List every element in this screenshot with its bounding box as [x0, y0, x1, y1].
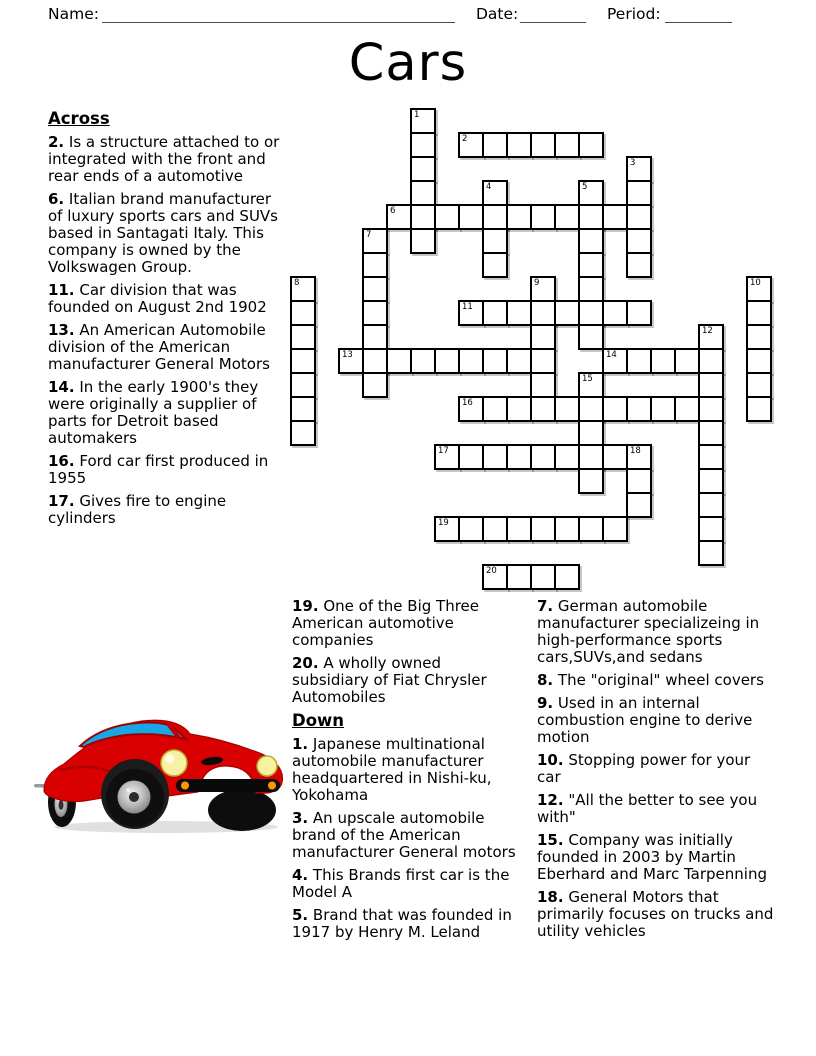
grid-cell-r17c6[interactable] [434, 516, 460, 542]
cell-number: 7 [366, 230, 372, 240]
cell-number: 12 [702, 326, 713, 336]
grid-cell-r6c8[interactable] [482, 252, 508, 278]
grid-cell-r15c12[interactable] [578, 468, 604, 494]
grid-cell-r4c5[interactable] [410, 204, 436, 230]
across-clue-list [48, 134, 280, 527]
clue-down-3 [292, 810, 522, 861]
grid-cell-r2c5[interactable] [410, 156, 436, 182]
clue-text: An upscale automobile brand of the American manufacturer General motors [292, 809, 516, 861]
grid-cell-r12c17[interactable] [698, 396, 724, 422]
clue-number: 4. [292, 866, 309, 884]
grid-cell-r4c12[interactable] [578, 204, 604, 230]
grid-cell-r11c12[interactable] [578, 372, 604, 398]
grid-cell-r3c14[interactable] [626, 180, 652, 206]
grid-cell-r13c12[interactable] [578, 420, 604, 446]
clue-across-2 [48, 134, 280, 185]
grid-cell-r14c7[interactable] [458, 444, 484, 470]
clue-number: 18. [537, 888, 564, 906]
cell-number: 1 [414, 110, 420, 120]
grid-cell-r1c9[interactable] [506, 132, 532, 158]
clue-across-19 [292, 598, 522, 649]
name-blank-line [102, 7, 455, 23]
grid-cell-r15c14[interactable] [626, 468, 652, 494]
grid-cell-r4c8[interactable] [482, 204, 508, 230]
grid-cell-r12c19[interactable] [746, 396, 772, 422]
grid-cell-r13c17[interactable] [698, 420, 724, 446]
grid-cell-r17c8[interactable] [482, 516, 508, 542]
date-label: Date: [476, 5, 519, 23]
grid-cell-r14c8[interactable] [482, 444, 508, 470]
clue-across-13 [48, 322, 280, 373]
grid-cell-r7c19[interactable] [746, 276, 772, 302]
grid-cell-r10c9[interactable] [506, 348, 532, 374]
clue-across-11 [48, 282, 280, 316]
across-heading: Across [48, 109, 110, 128]
clue-down-15 [537, 832, 775, 883]
clue-text: Japanese multinational automobile manufacturer headquartered in Nishi-ku, Yokohama [292, 735, 492, 804]
left-indicator-light [181, 782, 189, 790]
clue-text: Used in an internal combustion engine to derive motion [537, 694, 753, 746]
clue-text: In the early 1900's they were originally a supplier of parts for Detroit based automakers [48, 378, 259, 447]
grid-cell-r10c7[interactable] [458, 348, 484, 374]
clue-number: 15. [537, 831, 564, 849]
clue-text: Stopping power for your car [537, 751, 751, 786]
grid-cell-r9c0[interactable] [290, 324, 316, 350]
grid-cell-r4c13[interactable] [602, 204, 628, 230]
grid-cell-r4c9[interactable] [506, 204, 532, 230]
grid-cell-r10c2[interactable] [338, 348, 364, 374]
name-label: Name: [48, 5, 99, 23]
grid-cell-r10c5[interactable] [410, 348, 436, 374]
grid-cell-r1c12[interactable] [578, 132, 604, 158]
clue-text: General Motors that primarily focuses on trucks and utility vehicles [537, 888, 774, 940]
clue-number: 7. [537, 597, 554, 615]
grid-cell-r12c7[interactable] [458, 396, 484, 422]
right-headlight [257, 756, 277, 776]
cell-number: 6 [390, 206, 396, 216]
clue-number: 16. [48, 452, 75, 470]
grid-cell-r11c0[interactable] [290, 372, 316, 398]
grid-cell-r14c9[interactable] [506, 444, 532, 470]
grid-cell-r12c12[interactable] [578, 396, 604, 422]
cell-number: 19 [438, 518, 449, 528]
clue-text: A wholly owned subsidiary of Fiat Chrysler Automobiles [292, 654, 487, 706]
grid-cell-r9c10[interactable] [530, 324, 556, 350]
clue-number: 3. [292, 809, 309, 827]
clue-number: 11. [48, 281, 75, 299]
right-clues-column [537, 598, 775, 946]
clue-number: 2. [48, 133, 65, 151]
clue-across-6 [48, 191, 280, 276]
car-illustration [26, 694, 290, 836]
grid-cell-r10c13[interactable] [602, 348, 628, 374]
grid-cell-r10c8[interactable] [482, 348, 508, 374]
grid-cell-r10c6[interactable] [434, 348, 460, 374]
grid-cell-r11c3[interactable] [362, 372, 388, 398]
clue-down-1 [292, 736, 522, 804]
grid-cell-r8c3[interactable] [362, 300, 388, 326]
grid-cell-r1c11[interactable] [554, 132, 580, 158]
clue-text: German automobile manufacturer specializeing in high-performance sports cars,SUVs,and sedans [537, 597, 760, 666]
grid-cell-r8c19[interactable] [746, 300, 772, 326]
grid-cell-r12c16[interactable] [674, 396, 700, 422]
grid-cell-r7c10[interactable] [530, 276, 556, 302]
period-blank-line [665, 7, 732, 23]
period-label: Period: [607, 5, 661, 23]
grid-cell-r19c9[interactable] [506, 564, 532, 590]
grid-cell-r16c17[interactable] [698, 492, 724, 518]
clue-number: 5. [292, 906, 309, 924]
across-clues-column [48, 110, 280, 533]
clue-text: Car division that was founded on August 2nd 1902 [48, 281, 267, 316]
grid-cell-r1c5[interactable] [410, 132, 436, 158]
grid-cell-r8c7[interactable] [458, 300, 484, 326]
grid-cell-r8c11[interactable] [554, 300, 580, 326]
front-grille [176, 779, 280, 792]
cell-number: 2 [462, 134, 468, 144]
cell-number: 5 [582, 182, 588, 192]
cell-number: 8 [294, 278, 300, 288]
clue-down-7 [537, 598, 775, 666]
clue-down-5 [292, 907, 522, 941]
rear-hub-center [59, 800, 64, 810]
clue-text: One of the Big Three American automotive companies [292, 597, 479, 649]
down-clue-list-continued [537, 598, 775, 940]
clue-down-4 [292, 867, 522, 901]
clue-text: An American Automobile division of the American manufacturer General Motors [48, 321, 270, 373]
grid-cell-r9c12[interactable] [578, 324, 604, 350]
cell-number: 17 [438, 446, 449, 456]
grid-cell-r10c17[interactable] [698, 348, 724, 374]
left-headlight-shine [166, 755, 175, 764]
grid-cell-r0c5[interactable] [410, 108, 436, 134]
grid-cell-r16c14[interactable] [626, 492, 652, 518]
clue-down-8 [537, 672, 775, 689]
grid-cell-r9c19[interactable] [746, 324, 772, 350]
grid-cell-r10c14[interactable] [626, 348, 652, 374]
grid-cell-r5c5[interactable] [410, 228, 436, 254]
grid-cell-r6c14[interactable] [626, 252, 652, 278]
left-headlight [161, 750, 187, 776]
clue-number: 1. [292, 735, 309, 753]
cell-number: 3 [630, 158, 636, 168]
clue-down-18 [537, 889, 775, 940]
grid-cell-r14c17[interactable] [698, 444, 724, 470]
grid-cell-r5c3[interactable] [362, 228, 388, 254]
grid-cell-r7c12[interactable] [578, 276, 604, 302]
clue-down-10 [537, 752, 775, 786]
grid-cell-r12c11[interactable] [554, 396, 580, 422]
grid-cell-r10c15[interactable] [650, 348, 676, 374]
grid-cell-r1c8[interactable] [482, 132, 508, 158]
cell-number: 20 [486, 566, 497, 576]
front-hub-center [129, 792, 139, 802]
cell-number: 13 [342, 350, 353, 360]
clue-number: 14. [48, 378, 75, 396]
clue-across-20 [292, 655, 522, 706]
grid-cell-r2c14[interactable] [626, 156, 652, 182]
clue-text: Ford car first produced in 1955 [48, 452, 269, 487]
grid-cell-r17c9[interactable] [506, 516, 532, 542]
clue-text: Company was initially founded in 2003 by Martin Eberhard and Marc Tarpenning [537, 831, 767, 883]
grid-cell-r12c13[interactable] [602, 396, 628, 422]
clue-number: 6. [48, 190, 65, 208]
clue-text: Is a structure attached to or integrated with the front and rear ends of a automotive [48, 133, 280, 185]
grid-cell-r17c12[interactable] [578, 516, 604, 542]
grid-cell-r1c7[interactable] [458, 132, 484, 158]
grid-cell-r13c0[interactable] [290, 420, 316, 446]
grid-cell-r10c4[interactable] [386, 348, 412, 374]
grid-cell-r14c10[interactable] [530, 444, 556, 470]
middle-clues-column [292, 598, 522, 947]
grid-cell-r12c10[interactable] [530, 396, 556, 422]
grid-cell-r5c8[interactable] [482, 228, 508, 254]
clue-number: 8. [537, 671, 554, 689]
grid-cell-r12c15[interactable] [650, 396, 676, 422]
grid-cell-r17c17[interactable] [698, 516, 724, 542]
grid-cell-r9c3[interactable] [362, 324, 388, 350]
grid-cell-r11c19[interactable] [746, 372, 772, 398]
clue-number: 19. [292, 597, 319, 615]
clue-text: "All the better to see you with" [537, 791, 758, 826]
clue-number: 12. [537, 791, 564, 809]
grid-cell-r11c17[interactable] [698, 372, 724, 398]
grid-cell-r7c0[interactable] [290, 276, 316, 302]
clue-down-12 [537, 792, 775, 826]
grid-cell-r5c12[interactable] [578, 228, 604, 254]
grid-cell-r7c3[interactable] [362, 276, 388, 302]
grid-cell-r15c17[interactable] [698, 468, 724, 494]
grid-cell-r17c11[interactable] [554, 516, 580, 542]
down-clue-list [292, 736, 522, 941]
grid-cell-r17c7[interactable] [458, 516, 484, 542]
grid-cell-r4c10[interactable] [530, 204, 556, 230]
grid-cell-r10c16[interactable] [674, 348, 700, 374]
grid-cell-r4c14[interactable] [626, 204, 652, 230]
grid-cell-r4c6[interactable] [434, 204, 460, 230]
grid-cell-r1c10[interactable] [530, 132, 556, 158]
grid-cell-r14c11[interactable] [554, 444, 580, 470]
cell-number: 16 [462, 398, 473, 408]
page-title: Cars [348, 34, 468, 93]
clue-number: 10. [537, 751, 564, 769]
grid-cell-r8c13[interactable] [602, 300, 628, 326]
grid-cell-r19c11[interactable] [554, 564, 580, 590]
grid-cell-r12c0[interactable] [290, 396, 316, 422]
grid-cell-r12c8[interactable] [482, 396, 508, 422]
date-blank-line [520, 7, 586, 23]
grid-cell-r8c8[interactable] [482, 300, 508, 326]
clue-text: This Brands first car is the Model A [292, 866, 510, 901]
cell-number: 10 [750, 278, 761, 288]
cell-number: 15 [582, 374, 593, 384]
grid-cell-r10c10[interactable] [530, 348, 556, 374]
clue-number: 17. [48, 492, 75, 510]
clue-down-9 [537, 695, 775, 746]
grid-cell-r12c9[interactable] [506, 396, 532, 422]
grid-cell-r12c14[interactable] [626, 396, 652, 422]
clue-across-17 [48, 493, 280, 527]
grid-cell-r14c14[interactable] [626, 444, 652, 470]
cell-number: 18 [630, 446, 641, 456]
grid-cell-r19c8[interactable] [482, 564, 508, 590]
cell-number: 9 [534, 278, 540, 288]
cell-number: 4 [486, 182, 492, 192]
grid-cell-r14c12[interactable] [578, 444, 604, 470]
grid-cell-r11c10[interactable] [530, 372, 556, 398]
crossword-grid [290, 108, 774, 592]
clue-text: Italian brand manufacturer of luxury sports cars and SUVs based in Santagati Italy. This company is owned by the Volkswagen Group. [48, 190, 278, 276]
grid-cell-r14c13[interactable] [602, 444, 628, 470]
across-clue-list-continued [292, 598, 522, 706]
grid-cell-r5c14[interactable] [626, 228, 652, 254]
clue-number: 13. [48, 321, 75, 339]
clue-text: Gives fire to engine cylinders [48, 492, 227, 527]
clue-text: The "original" wheel covers [557, 671, 764, 689]
grid-cell-r4c11[interactable] [554, 204, 580, 230]
front-right-wheel [208, 789, 276, 831]
grid-cell-r8c0[interactable] [290, 300, 316, 326]
cell-number: 14 [606, 350, 617, 360]
clue-across-16 [48, 453, 280, 487]
clue-across-14 [48, 379, 280, 447]
right-indicator-light [268, 782, 276, 790]
grid-cell-r8c9[interactable] [506, 300, 532, 326]
grid-cell-r8c14[interactable] [626, 300, 652, 326]
down-heading: Down [292, 711, 345, 730]
grid-cell-r17c10[interactable] [530, 516, 556, 542]
grid-cell-r3c12[interactable] [578, 180, 604, 206]
cell-number: 11 [462, 302, 473, 312]
grid-cell-r6c12[interactable] [578, 252, 604, 278]
grid-cell-r10c3[interactable] [362, 348, 388, 374]
grid-cell-r19c10[interactable] [530, 564, 556, 590]
clue-number: 9. [537, 694, 554, 712]
grid-cell-r18c17[interactable] [698, 540, 724, 566]
grid-cell-r10c19[interactable] [746, 348, 772, 374]
grid-cell-r4c7[interactable] [458, 204, 484, 230]
grid-cell-r3c8[interactable] [482, 180, 508, 206]
grid-cell-r8c12[interactable] [578, 300, 604, 326]
clue-text: Brand that was founded in 1917 by Henry M. Leland [292, 906, 512, 941]
grid-cell-r4c4[interactable] [386, 204, 412, 230]
grid-cell-r8c10[interactable] [530, 300, 556, 326]
grid-cell-r14c6[interactable] [434, 444, 460, 470]
clue-number: 20. [292, 654, 319, 672]
grid-cell-r6c3[interactable] [362, 252, 388, 278]
hubcap-highlight [126, 788, 130, 792]
grid-cell-r9c17[interactable] [698, 324, 724, 350]
grid-cell-r10c0[interactable] [290, 348, 316, 374]
grid-cell-r3c5[interactable] [410, 180, 436, 206]
grid-cell-r17c13[interactable] [602, 516, 628, 542]
